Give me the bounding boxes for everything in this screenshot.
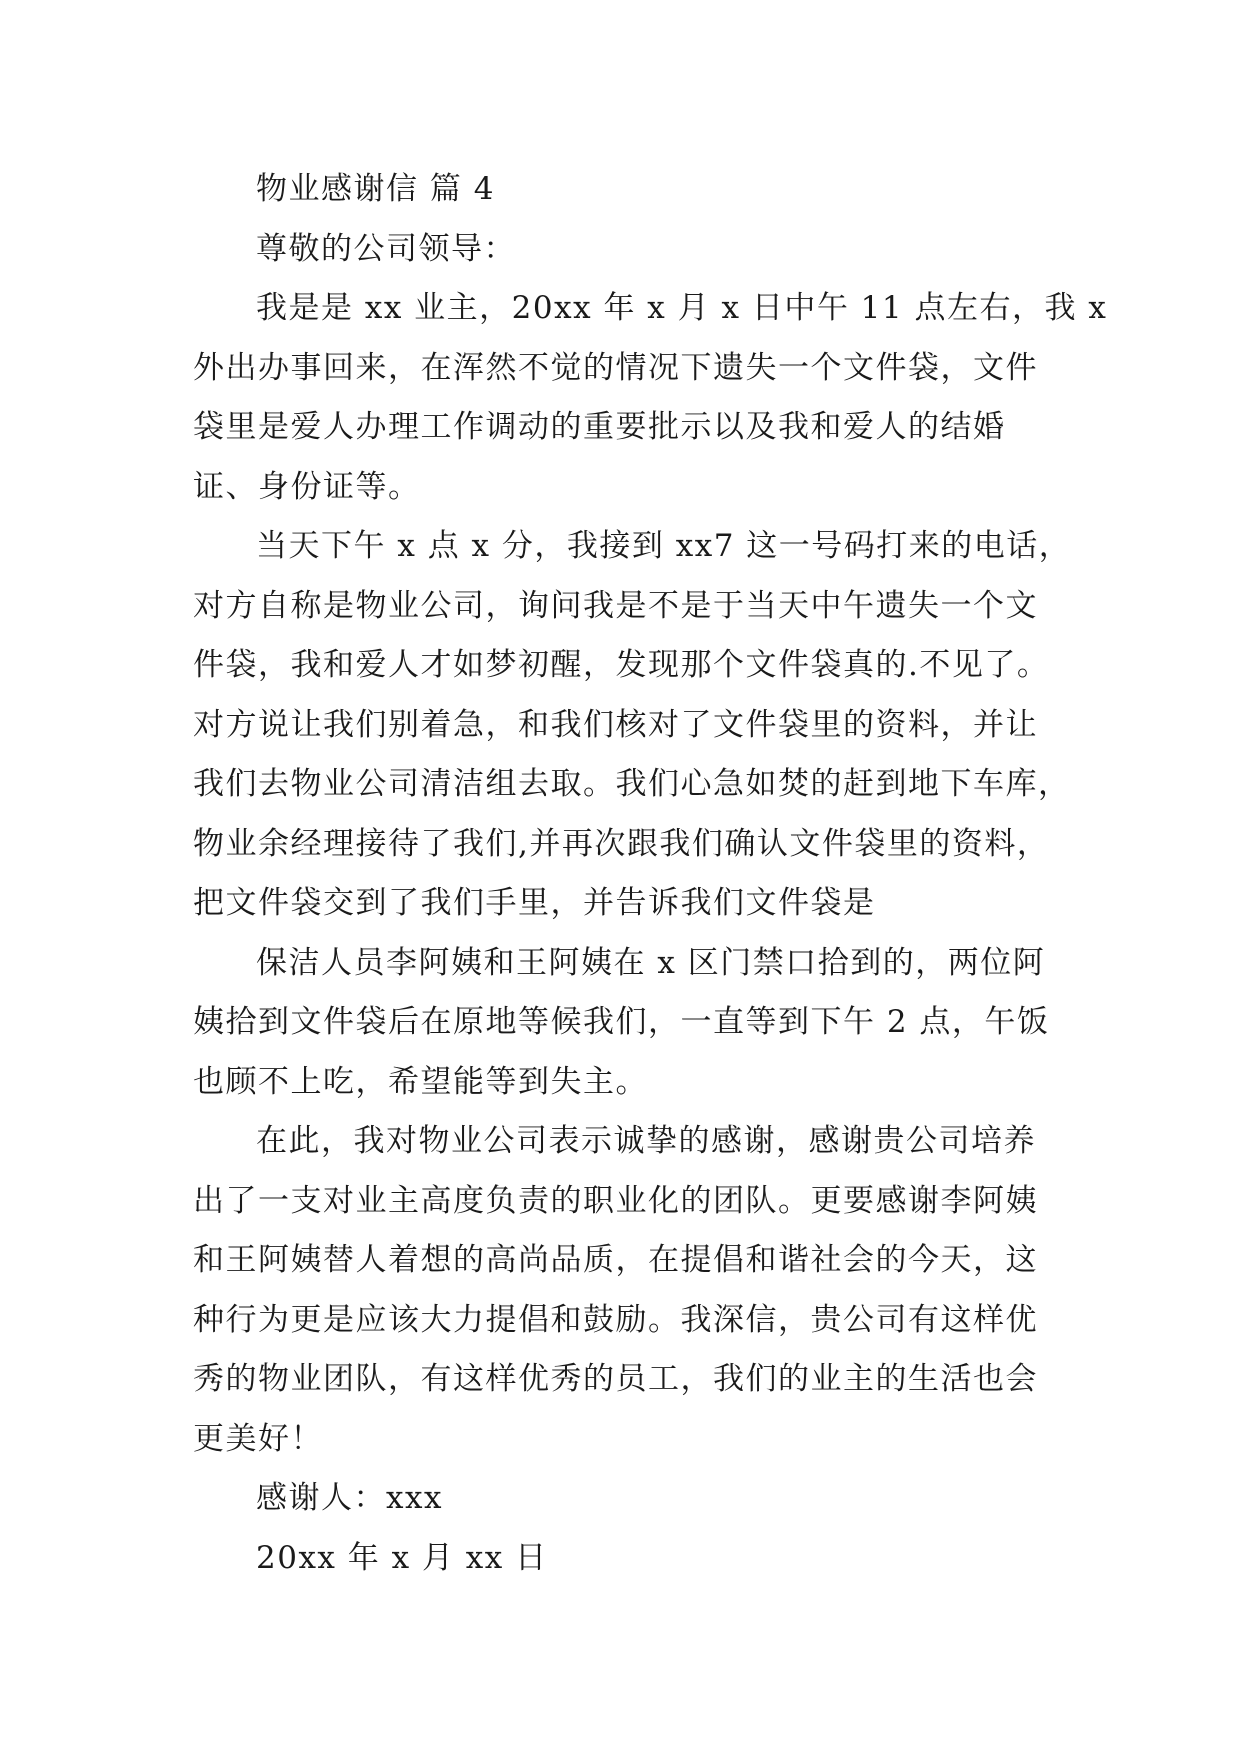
text-line: 出了一支对业主高度负责的职业化的团队。更要感谢李阿姨 xyxy=(193,1182,1038,1219)
letter-signature: 感谢人：xxx xyxy=(256,1480,443,1516)
text-line: 对方自称是物业公司，询问我是不是于当天中午遗失一个文 xyxy=(193,587,1038,624)
letter-salutation: 尊敬的公司领导： xyxy=(256,230,516,267)
text-line: 当天下午 x 点 x 分，我接到 xx7 这一号码打来的电话， xyxy=(256,528,1072,564)
paragraph-1 xyxy=(193,279,1108,517)
text-line: 在此，我对物业公司表示诚挚的感谢，感谢贵公司培养 xyxy=(256,1123,1036,1159)
text-line: 件袋，我和爱人才如梦初醒，发现那个文件袋真的.不见了。 xyxy=(193,647,1050,683)
paragraph-2 xyxy=(193,517,1073,934)
text-line: 袋里是爱人办理工作调动的重要批示以及我和爱人的结婚 xyxy=(193,409,1006,445)
text-line: 也顾不上吃，希望能等到失主。 xyxy=(193,1063,648,1100)
letter-body xyxy=(193,160,1108,1588)
paragraph-4 xyxy=(193,1112,1073,1469)
paragraph-3 xyxy=(193,934,1073,1113)
text-line: 物业余经理接待了我们,并再次跟我们确认文件袋里的资料， xyxy=(193,825,1050,862)
text-line: 种行为更是应该大力提倡和鼓励。我深信，贵公司有这样优 xyxy=(193,1301,1038,1338)
text-line: 姨拾到文件袋后在原地等候我们，一直等到下午 2 点，午饭 xyxy=(193,1004,1050,1040)
text-line: 秀的物业团队，有这样优秀的员工，我们的业主的生活也会 xyxy=(193,1361,1038,1397)
text-line: 和王阿姨替人着想的高尚品质，在提倡和谐社会的今天，这 xyxy=(193,1242,1038,1278)
text-line: 把文件袋交到了我们手里，并告诉我们文件袋是 xyxy=(193,885,876,921)
text-line: 更美好！ xyxy=(193,1420,323,1457)
text-line: 对方说让我们别着急，和我们核对了文件袋里的资料，并让 xyxy=(193,706,1038,743)
text-line: 外出办事回来，在浑然不觉的情况下遗失一个文件袋，文件 xyxy=(193,349,1038,386)
letter-date: 20xx 年 x 月 xx 日 xyxy=(256,1539,548,1576)
text-line: 保洁人员李阿姨和王阿姨在 x 区门禁口拾到的，两位阿 xyxy=(256,944,1046,981)
text-line: 我们去物业公司清洁组去取。我们心急如焚的赶到地下车库， xyxy=(193,766,1071,802)
text-line: 我是是 xx 业主，20xx 年 x 月 x 日中午 11 点左右，我 x xyxy=(256,290,1108,326)
letter-title: 物业感谢信 篇 4 xyxy=(256,171,495,207)
text-line: 证、身份证等。 xyxy=(193,468,421,505)
